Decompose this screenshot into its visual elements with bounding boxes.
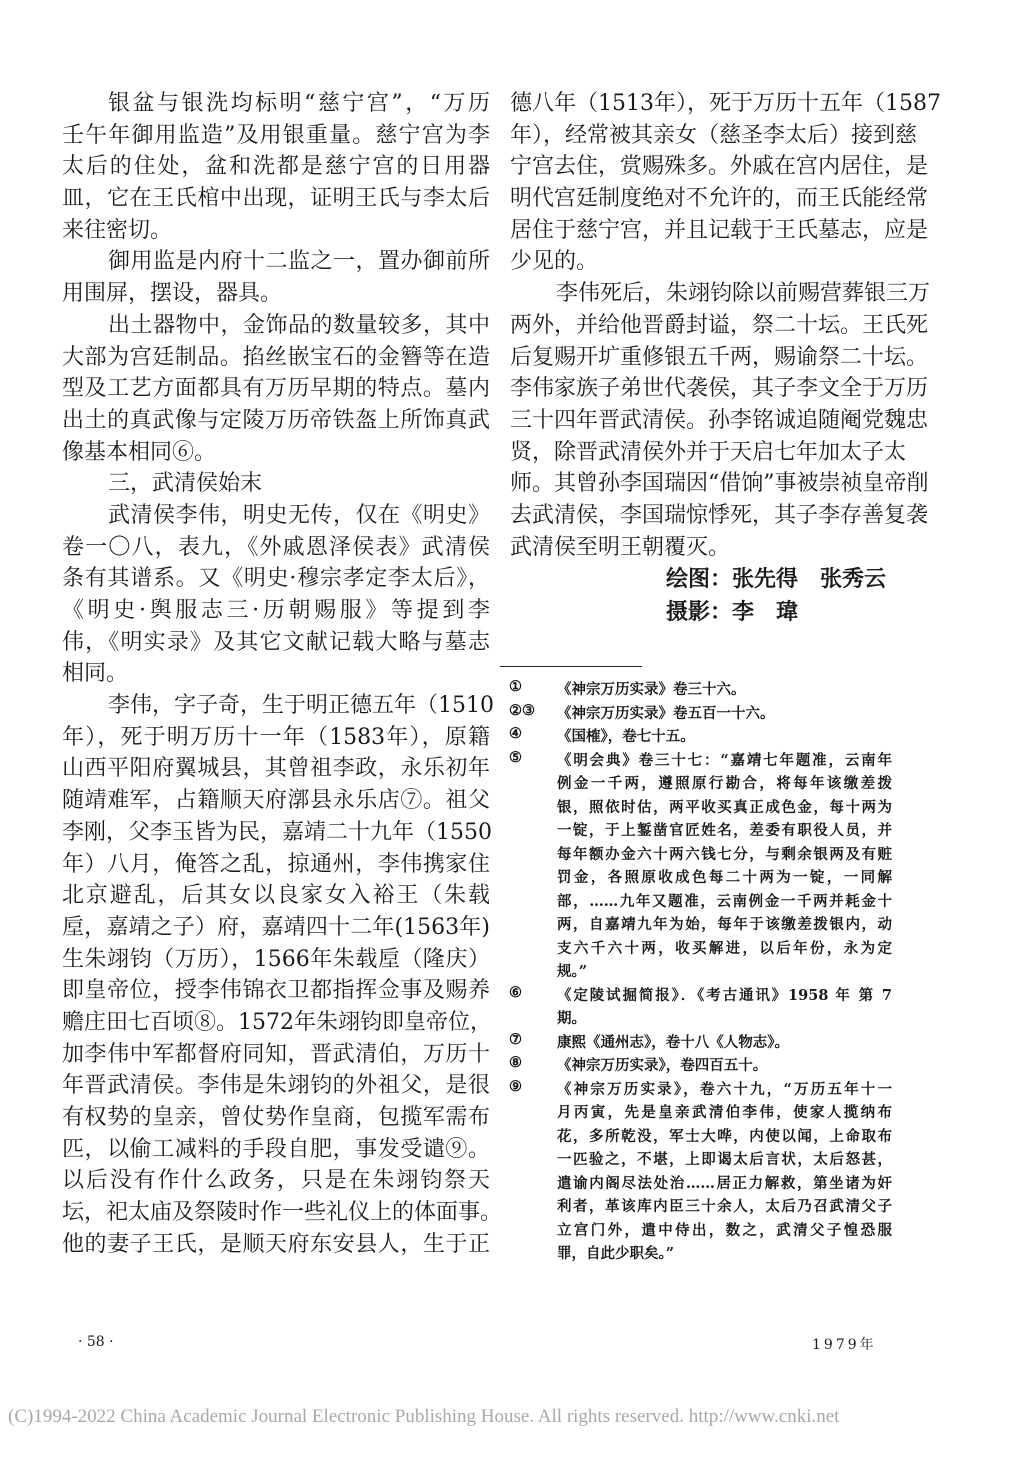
- text-line: 出土器物中，金饰品的数量较多，其中: [108, 312, 490, 338]
- footnote-number: ⑨: [509, 1077, 522, 1095]
- text-line: 居住于慈宁宫，并且记载于王氏墓志，应是: [510, 217, 929, 243]
- copyright-notice: (C)1994-2022 China Academic Journal Electronic Publishing House. All rights reserved. http://www.cnki.net: [8, 1406, 840, 1427]
- text-line: 山西平阳府翼城县，其曾祖李政，永乐初年: [62, 756, 490, 782]
- paragraph: [62, 468, 490, 500]
- footnote: [507, 1078, 892, 1266]
- footnote-line: 《神宗万历实录》，卷四百五十。: [557, 1057, 768, 1074]
- right-column-body: [510, 88, 941, 563]
- drawing-credit: 绘图：张先得 张秀云: [666, 566, 887, 593]
- footnote-number: ⑥: [509, 983, 522, 1001]
- footnote-line: 每年额办金六十两六钱七分，与剩余银两及有赃: [557, 845, 892, 863]
- footnote-number: ①: [509, 678, 522, 695]
- text-line: 李刚，父李玉皆为民，嘉靖二十九年（1550: [62, 819, 492, 845]
- text-line: 有权势的皇亲，曾仗势作皇商，包揽军需布: [62, 1105, 490, 1130]
- footnote-number: ⑤: [509, 748, 522, 766]
- text-line: 李伟，字子奇，生于明正德五年（1510: [108, 693, 494, 719]
- footnote-line: 银，照依时估，两平收买真正成色金，每十两为: [557, 798, 892, 816]
- footnote-line: 规。”: [557, 963, 588, 980]
- footnote-number: ⑦: [509, 1030, 522, 1048]
- footnote-line: 《明会典》卷三十七：“嘉靖七年题准，云南年: [557, 751, 892, 769]
- footnote: [507, 1031, 892, 1055]
- text-line: 明代宫廷制度绝对不允许的，而王氏能经常: [510, 186, 929, 212]
- text-line: 武清侯李伟，明史无传，仅在《明史》: [108, 502, 490, 528]
- text-line: 来往密切。: [62, 217, 173, 243]
- text-line: 他的妻子王氏，是顺天府东安县人，生于正: [62, 1231, 490, 1257]
- footnote: [507, 678, 892, 702]
- text-line: 赡庄田七百顷⑧。1572年朱翊钧即皇帝位，: [62, 1009, 492, 1035]
- text-line: 坛，祀太庙及祭陵时作一些礼仪上的体面事。: [62, 1200, 503, 1226]
- footnote-line: 利者，革该库内臣三十余人，太后乃召武清父子: [557, 1198, 892, 1215]
- right-column: [510, 88, 941, 629]
- text-line: 像基本相同⑥。: [62, 439, 217, 465]
- text-line: 出土的真武像与定陵万历帝铁盔上所饰真武: [62, 407, 490, 433]
- text-line: 皿，它在王氏棺中出现，证明王氏与李太后: [62, 186, 490, 212]
- text-line: 《明史·舆服志三·历朝赐服》等提到李: [62, 598, 490, 623]
- text-line: 加李伟中军都督府同知，晋武清伯，万历十: [62, 1041, 490, 1067]
- photo-credit: 摄影：李 瑋: [666, 599, 799, 626]
- footnote-line: 立宫门外，遣中侍出，数之，武清父子惶恐服: [557, 1221, 892, 1239]
- text-line: 即皇帝位，授李伟锦衣卫都指挥佥事及赐养: [62, 978, 490, 1004]
- text-line: 三，武清侯始末: [108, 471, 263, 497]
- text-line: 去武清侯，李国瑞惊悸死，其子李存善复袭: [510, 502, 929, 528]
- text-line: 卷一〇八，表九，《外戚恩泽侯表》武清侯: [62, 534, 490, 560]
- footnote-line: 月丙寅，先是皇亲武清伯李伟，使家人揽纳布: [557, 1104, 892, 1121]
- paragraph: [62, 690, 503, 1260]
- footnote-divider: [500, 666, 642, 667]
- text-line: 三十四年晋武清侯。孙李铭诚追随阉党魏忠: [510, 407, 929, 433]
- text-line: 用围屏，摆设，器具。: [62, 281, 283, 307]
- paragraph: [510, 278, 931, 563]
- text-line: 后复赐开圹重修银五千两，赐谕祭二十坛。: [510, 344, 929, 370]
- credits: [510, 563, 892, 629]
- text-line: 型及工艺方面都具有万历早期的特点。墓内: [62, 376, 490, 402]
- text-line: 生朱翊钧（万历），1566年朱载垕（隆庆）: [62, 946, 490, 972]
- paragraph: [62, 88, 490, 246]
- page-number: · 58 ·: [78, 1334, 114, 1350]
- text-line: 随靖难军，占籍顺天府漷县永乐店⑦。祖父: [62, 788, 490, 814]
- footnote-number: ⑧: [509, 1054, 522, 1071]
- text-line: 德八年（1513年），死于万历十五年（1587: [510, 91, 941, 116]
- text-line: 匹，以偷工减料的手段自肥，事发受谴⑨。: [62, 1136, 490, 1162]
- text-line: 伟，《明实录》及其它文献记载大略与墓志: [62, 629, 490, 655]
- footnote-line: 罪，自此少职矣。”: [557, 1245, 675, 1262]
- footnote-line: 部，……九年又题准，云南例金一千两并耗金十: [557, 892, 892, 910]
- paragraph: [62, 500, 490, 690]
- text-line: 李伟家族子弟世代袭侯，其子李文全于万历: [510, 376, 929, 402]
- footnote: [507, 749, 892, 984]
- text-line: 李伟死后，朱翊钧除以前赐营葬银三万: [556, 281, 931, 307]
- footnote-line: 例金一千两，遵照原行勘合，将每年该缴差拨: [557, 775, 892, 792]
- footnote: [507, 702, 892, 726]
- footnote-line: 《神宗万历实录》卷五百一十六。: [557, 704, 775, 722]
- footnote-line: 一匹验之，不堪，上即谒太后言状，太后怒甚，: [557, 1151, 892, 1168]
- footnote-line: 《神宗万历实录》卷三十六。: [557, 681, 746, 698]
- text-line: 宁宫去住，赏赐殊多。外戚在宫内居住，是: [510, 154, 929, 180]
- text-line: 条有其谱系。又《明史·穆宗孝定李太后》，: [62, 566, 490, 592]
- text-line: 相同。: [62, 661, 129, 687]
- footnote-line: 康熙《通州志》，卷十八《人物志》。: [557, 1033, 789, 1051]
- text-line: 银盆与银洗均标明“慈宁宫”，“万历: [108, 91, 490, 116]
- text-line: 以后没有作什么政务，只是在朱翊钧祭天: [62, 1168, 490, 1194]
- text-line: 垕，嘉靖之子）府，嘉靖四十二年(1563年): [62, 914, 490, 940]
- paragraph: [510, 88, 941, 278]
- text-line: 师。其曾孙李国瑞因“借饷”事被崇祯皇帝削: [510, 471, 929, 497]
- text-line: 北京避乱，后其女以良家女入裕王（朱载: [62, 883, 490, 909]
- publication-year: 1979年: [812, 1337, 877, 1353]
- footnote-line: 两，自嘉靖九年为始，每年于该缴差拨银内，动: [557, 916, 892, 933]
- text-line: 武清侯至明王朝覆灭。: [510, 534, 731, 560]
- footnote: [507, 1054, 892, 1078]
- footnote-line: 《神宗万历实录》，卷六十九，“万历五年十一: [557, 1080, 892, 1098]
- footnote-line: 支六千六十两，收买解进，以后年份，永为定: [557, 939, 892, 957]
- text-line: 年晋武清侯。李伟是朱翊钧的外祖父，是很: [62, 1073, 490, 1099]
- footnote-line: 《国榷》，卷七十五。: [557, 728, 695, 745]
- footnote-line: 一锭，于上錾凿官匠姓名，差委有职役人员，并: [557, 822, 892, 839]
- footnote-line: 《定陵试掘简报》．《考古通讯》1958 年 第 7: [557, 986, 892, 1004]
- footnote: [507, 984, 892, 1031]
- text-line: 壬午年御用监造”及用银重量。慈宁宫为李: [62, 122, 490, 148]
- text-line: 少见的。: [510, 249, 599, 275]
- paragraph: [62, 246, 490, 309]
- text-line: 两外，并给他晋爵封谥，祭二十坛。王氏死: [510, 312, 929, 338]
- text-line: 太后的住处，盆和洗都是慈宁宫的日用器: [62, 154, 490, 180]
- text-line: 大部为宫廷制品。掐丝嵌宝石的金簪等在造: [62, 344, 490, 370]
- footnote-number: ④: [509, 725, 522, 742]
- footnote-line: 期。: [557, 1010, 586, 1027]
- footnote-line: 罚金，各照原收成色每二十两为一锭，一同解: [557, 869, 892, 886]
- footnote-number: ②③: [509, 701, 535, 719]
- text-line: 年），经常被其亲女（慈圣李太后）接到慈: [510, 122, 918, 148]
- footnote: [507, 725, 892, 749]
- paragraph: [62, 310, 490, 468]
- text-line: 贤，除晋武清侯外并于天启七年加太子太: [510, 439, 907, 465]
- left-column: [62, 88, 503, 1260]
- text-line: 年）八月，俺答之乱，掠通州，李伟携家住: [62, 851, 490, 877]
- footnote-line: 遣谕内阁尽法处治……居正力解救，第坐诸为奸: [557, 1174, 892, 1192]
- footnotes: [507, 678, 892, 1266]
- text-line: 年），死于明万历十一年（1583年），原籍: [62, 724, 490, 750]
- text-line: 御用监是内府十二监之一，置办御前所: [108, 249, 490, 275]
- footnote-line: 花，多所乾没，军士大哗，内使以闻，上命取布: [557, 1127, 892, 1145]
